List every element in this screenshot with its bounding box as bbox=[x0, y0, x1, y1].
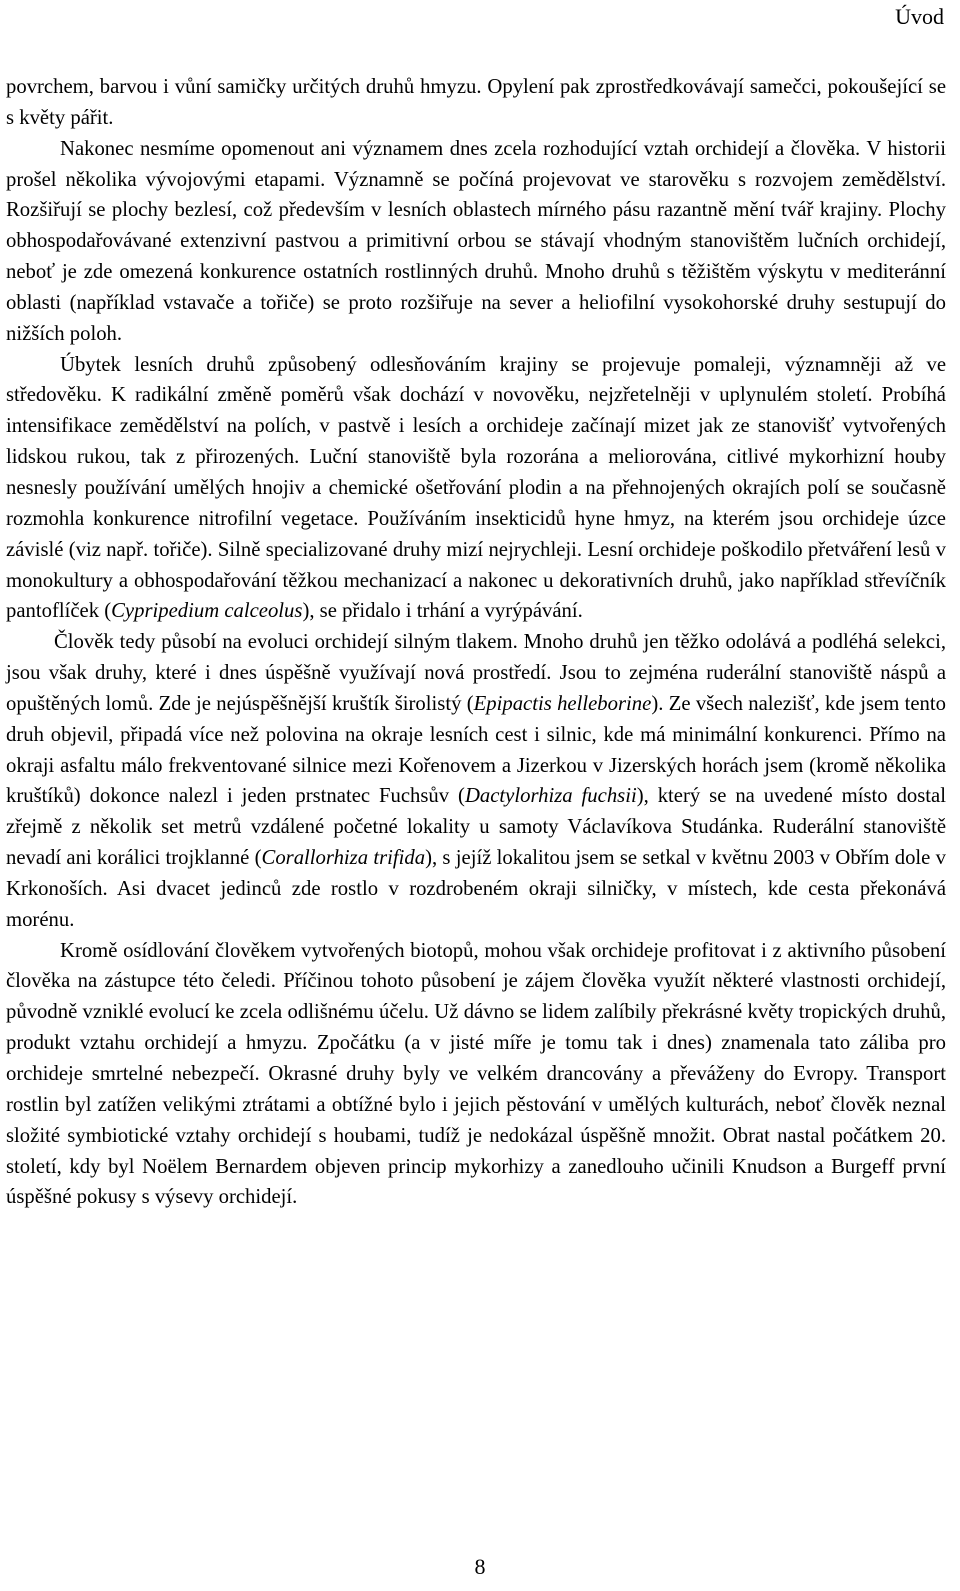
text-run: povrchem, barvou i vůní samičky určitých druhů hmyzu. Opylení pak zprostředkovávají samečci, pokoušející se s květy pářit. bbox=[6, 76, 946, 129]
body-text bbox=[6, 72, 946, 1213]
text-run: Kromě osídlování člověkem vytvořených biotopů, mohou však orchideje profitovat i z aktivního působení člověka na zástupce této čeledi. Příčinou tohoto působení je zájem člověka využít některé vlastnosti orchidejí, původně vzniklé evolucí ke zcela odlišnému účelu. Už dávno se lidem zalíbily překrásné květy tropických druhů, produkt vztahu orchidejí a hmyzu. Zpočátku (a v jisté míře je tomu tak i dnes) znamenala tato záliba pro orchideje smrtelné nebezpečí. Okrasné druhy byly ve velkém drancovány a převáženy do Evropy. Transport rostlin byl zatížen velikými ztrátami a obtížné bylo i jejich pěstování v umělých kulturách, neboť člověk neznal složité symbiotické vztahy orchidejí s houbami, tudíž je nedokázal úspěšně množit. Obrat nastal počátkem 20. století, kdy byl Noëlem Bernardem objeven princip mykorhizy a zanedlouho učinili Knudson a Burgeff první úspěšné pokusy s výsevy orchidejí. bbox=[6, 939, 946, 1209]
paragraph bbox=[6, 627, 946, 935]
species-name: Epipactis helleborine bbox=[473, 692, 652, 715]
text-run: ), který se na uvedené místo dostal zřejmě z několik set metrů vzdálené početné lokality u samoty Václavíkova Studánka. Ruderální stanoviště nevadí ani korálici trojklanné ( bbox=[6, 785, 946, 870]
page-number bbox=[0, 1552, 960, 1582]
species-name: Dactylorhiza fuchsii bbox=[464, 785, 637, 808]
section-title: Úvod bbox=[895, 4, 944, 29]
species-name: Cypripedium calceolus bbox=[111, 600, 303, 623]
page-number-text: 8 bbox=[474, 1554, 486, 1579]
text-run: Nakonec nesmíme opomenout ani významem dnes zcela rozhodující vztah orchidejí a člověka. V historii prošel několika vývojovými etapami. Významně se počíná projevovat ve starověku s rozvojem zemědělství. Rozšiřují se plochy bezlesí, což především v lesních oblastech mírného pásu razantně mění tvář krajiny. Plochy obhospodařovávané extenzivní pastvou a primitivní orbou se stávají vhodným stanovištěm lučních orchidejí, neboť je zde omezená konkurence ostatních rostlinných druhů. Mnoho druhů s těžištěm výskytu v mediteránní oblasti (například vstavače a tořiče) se proto rozšiřuje na sever a heliofilní vysokohorské druhy sestupují do nižších poloh. bbox=[6, 137, 946, 345]
text-run: Úbytek lesních druhů způsobený odlesňováním krajiny se projevuje pomaleji, významněji až ve středověku. K radikální změně poměrů však dochází v novověku, nejzřetelněji v uplynulém století. Probíhá intensifikace zemědělství na polích, v pastvě i lesích a orchideje začínají mizet jak ze stanovišť vytvořených lidskou rukou, tak z přirozených. Luční stanoviště byla rozorána a meliorována, citlivé mykorhizní houby nesnesly používání umělých hnojiv a chemické ošetřování plodin a na přehnojených okrajích polí se současně rozmohla konkurence nitrofilní vegetace. Používáním insekticidů hyne hmyz, na kterém jsou orchideje úzce závislé (viz např. tořiče). Silně specializované druhy mizí nejrychleji. Lesní orchideje poškodilo přetváření lesů v monokultury a obhospodařování těžkou mechanizací a nakonec u dekorativních druhů, jako například střevíčník pantoflíček ( bbox=[6, 353, 946, 623]
paragraph bbox=[6, 72, 946, 134]
text-run: ). Ze všech nalezišť, kde jsem tento druh objevil, připadá více než polovina na okraje lesních cest i silnic, kde má minimální konkurenci. Přímo na okraji asfaltu málo frekventované silnice mezi Kořenovem a Jizerkou v Jizerských horách jsem (kromě několika kruštíků) dokonce nalezl i jeden prstnatec Fuchsův ( bbox=[6, 692, 946, 808]
text-run: ), se přidalo i trhání a vyrýpávání. bbox=[302, 600, 583, 623]
paragraph bbox=[6, 936, 946, 1214]
species-name: Corallorhiza trifida bbox=[261, 847, 426, 870]
paragraph bbox=[6, 350, 946, 628]
text-run: ), s jejíž lokalitou jsem se setkal v květnu 2003 v Obřím dole v Krkonoších. Asi dvacet jedinců zde rostlo v rozdrobeném okraji silničky, v místech, kde cesta překonává morénu. bbox=[6, 847, 946, 931]
paragraph bbox=[6, 134, 946, 350]
text-run: Člověk tedy působí na evoluci orchidejí silným tlakem. Mnoho druhů jen těžko odolává a podléhá selekci, jsou však druhy, které i dnes úspěšně využívají nová prostředí. Jsou to zejména ruderální stanoviště náspů a opuštěných lomů. Zde je nejúspěšnější kruštík širolistý ( bbox=[6, 631, 946, 715]
running-header bbox=[895, 0, 944, 34]
